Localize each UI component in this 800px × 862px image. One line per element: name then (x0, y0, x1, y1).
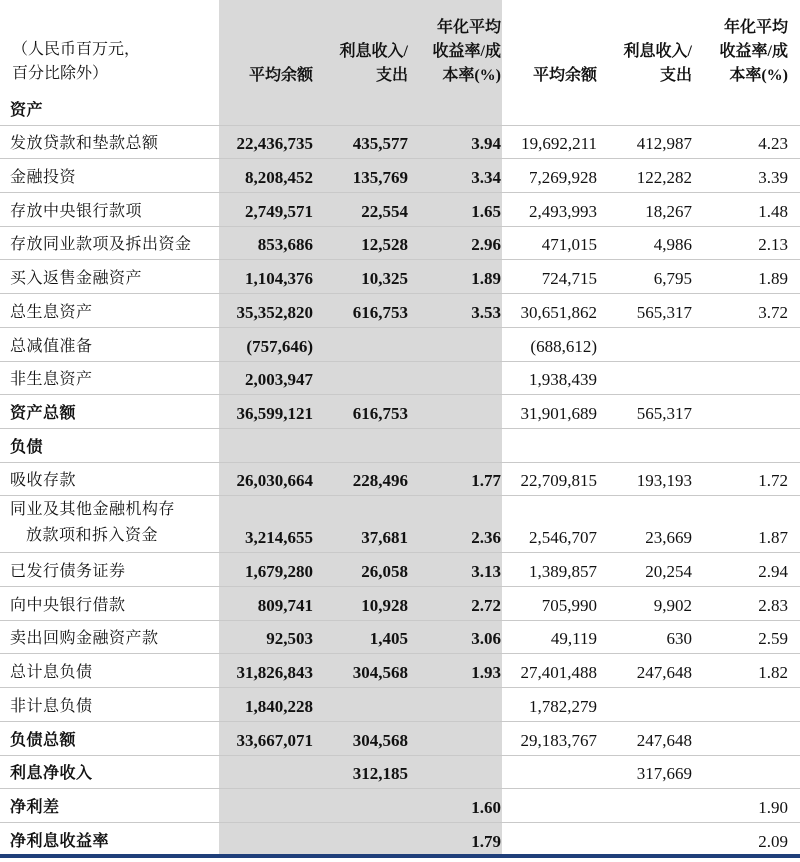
row-label: 利息净收入 (10, 765, 93, 783)
cell-c5: 565,317 (636, 302, 692, 322)
cell-c6: 1.90 (758, 797, 788, 817)
cell-c5: 6,795 (653, 269, 692, 289)
row-label: 吸收存款 (10, 472, 77, 490)
cell-c1: 809,741 (257, 595, 313, 615)
cell-c2: 37,681 (361, 528, 408, 548)
table-row (0, 463, 800, 497)
cell-c1: 92,503 (266, 629, 313, 649)
cell-c4: 2,493,993 (529, 201, 597, 221)
cell-c2: 10,928 (361, 595, 408, 615)
header-cy-interest-line2: 支出 (375, 67, 408, 84)
cell-c4: 29,183,767 (520, 730, 597, 750)
row-label: 负债 (10, 438, 44, 456)
cell-c2: 312,185 (352, 764, 408, 784)
cell-c4: 471,015 (541, 235, 597, 255)
header-cy-interest-line1: 利息收入/ (339, 43, 408, 60)
cell-c6: 1.48 (758, 201, 788, 221)
cell-c4: 1,389,857 (529, 562, 597, 582)
cell-c1: 8,208,452 (245, 168, 313, 188)
cell-c5: 412,987 (636, 134, 692, 154)
row-label: 资产总额 (10, 404, 77, 422)
cell-c6: 3.39 (758, 168, 788, 188)
cell-c5: 23,669 (645, 528, 692, 548)
cell-c4: 1,782,279 (529, 696, 597, 716)
cell-c6: 1.72 (758, 471, 788, 491)
cell-c5: 565,317 (636, 403, 692, 423)
header-cy-interest (340, 40, 408, 88)
cell-c1: 2,003,947 (245, 370, 313, 390)
cell-c6: 2.83 (758, 595, 788, 615)
table-row (0, 756, 800, 790)
row-label: 已发行债务证券 (10, 563, 126, 581)
cell-c5: 4,986 (653, 235, 692, 255)
row-label-line1: 同业及其他金融机构存 (10, 501, 176, 519)
cell-c3: 3.06 (471, 629, 501, 649)
cell-c4: 49,119 (550, 629, 597, 649)
table-row (0, 328, 800, 362)
cell-c1: 26,030,664 (236, 471, 313, 491)
cell-c1: 36,599,121 (236, 403, 313, 423)
table-row (0, 789, 800, 823)
cell-c1: 1,104,376 (245, 269, 313, 289)
table-row (0, 587, 800, 621)
cell-c4: 30,651,862 (520, 302, 597, 322)
cell-c2: 12,528 (361, 235, 408, 255)
cell-c2: 10,325 (361, 269, 408, 289)
header-cy-avg-balance (249, 64, 313, 88)
cell-c5: 122,282 (636, 168, 692, 188)
row-label: 总减值准备 (10, 337, 93, 355)
cell-c2: 616,753 (352, 302, 408, 322)
row-label: 总生息资产 (10, 303, 93, 321)
cell-c6: 1.89 (758, 269, 788, 289)
cell-c3: 2.36 (471, 528, 501, 548)
cell-c2: 22,554 (361, 201, 408, 221)
section-row (0, 92, 800, 126)
cell-c2: 228,496 (352, 471, 408, 491)
cell-c5: 247,648 (636, 663, 692, 683)
header-py-interest-line2: 支出 (659, 67, 692, 84)
cell-c4: 22,709,815 (520, 471, 597, 491)
cell-c3: 3.13 (471, 562, 501, 582)
cell-c4: (688,612) (530, 336, 597, 356)
cell-c6: 2.13 (758, 235, 788, 255)
cell-c3: 3.53 (471, 302, 501, 322)
cell-c3: 3.94 (471, 134, 501, 154)
cell-c1: (757,646) (246, 336, 313, 356)
header-py-interest (624, 40, 692, 88)
row-label-line2: 放款项和拆入资金 (26, 527, 159, 545)
cell-c2: 26,058 (361, 562, 408, 582)
header-py-yield-line2: 收益率/成 (719, 43, 788, 60)
row-label: 净利息收益率 (10, 832, 110, 850)
cell-c1: 1,679,280 (245, 562, 313, 582)
table-row (0, 655, 800, 689)
row-label: 存放同业款项及拆出资金 (10, 236, 192, 254)
cell-c6: 1.87 (758, 528, 788, 548)
table-bottom-rule (0, 854, 800, 858)
row-label: 存放中央银行款项 (10, 202, 143, 220)
cell-c5: 193,193 (636, 471, 692, 491)
table-row (0, 294, 800, 328)
row-label (10, 497, 175, 549)
header-py-interest-line1: 利息收入/ (623, 43, 692, 60)
row-label: 资产 (10, 101, 44, 119)
cell-c6: 1.82 (758, 663, 788, 683)
cell-c3: 1.60 (471, 797, 501, 817)
cell-c5: 317,669 (636, 764, 692, 784)
cell-c2: 304,568 (352, 663, 408, 683)
header-cy-yield-line2: 收益率/成 (432, 43, 501, 60)
cell-c1: 33,667,071 (236, 730, 313, 750)
cell-c5: 247,648 (636, 730, 692, 750)
row-label: 负债总额 (10, 731, 77, 749)
cell-c2: 1,405 (369, 629, 408, 649)
cell-c1: 31,826,843 (236, 663, 313, 683)
row-label: 净利差 (10, 798, 60, 816)
row-label: 总计息负债 (10, 664, 93, 682)
table-row (0, 227, 800, 261)
table-row (0, 261, 800, 295)
cell-c6: 2.09 (758, 831, 788, 851)
cell-c6: 3.72 (758, 302, 788, 322)
cell-c3: 3.34 (471, 168, 501, 188)
header-py-yield (720, 16, 788, 88)
header-cy-yield (433, 16, 501, 88)
header-cy-avg-balance-text: 平均余额 (248, 67, 313, 84)
cell-c5: 630 (666, 629, 692, 649)
table-row (0, 722, 800, 756)
header-note-line2: 百分比除外） (12, 65, 109, 82)
cell-c3: 1.77 (471, 471, 501, 491)
table-row (0, 553, 800, 587)
cell-c3: 2.96 (471, 235, 501, 255)
table-row (0, 395, 800, 429)
header-cy-yield-line3: 本率(%) (442, 67, 501, 84)
cell-c4: 705,990 (541, 595, 597, 615)
cell-c6: 2.59 (758, 629, 788, 649)
cell-c2: 135,769 (352, 168, 408, 188)
section-row (0, 429, 800, 463)
cell-c1: 853,686 (257, 235, 313, 255)
table-row (0, 126, 800, 160)
header-note (12, 38, 140, 86)
header-cy-yield-line1: 年化平均 (436, 19, 501, 36)
table-row (0, 621, 800, 655)
row-label: 非计息负债 (10, 697, 93, 715)
cell-c1: 3,214,655 (245, 528, 313, 548)
row-label: 发放贷款和垫款总额 (10, 135, 159, 153)
cell-c3: 1.93 (471, 663, 501, 683)
cell-c4: 31,901,689 (520, 403, 597, 423)
row-label: 非生息资产 (10, 371, 93, 389)
cell-c1: 1,840,228 (245, 696, 313, 716)
cell-c3: 1.79 (471, 831, 501, 851)
cell-c2: 616,753 (352, 403, 408, 423)
cell-c2: 435,577 (352, 134, 408, 154)
cell-c1: 22,436,735 (236, 134, 313, 154)
cell-c5: 9,902 (653, 595, 692, 615)
cell-c3: 1.65 (471, 201, 501, 221)
header-py-yield-line3: 本率(%) (729, 67, 788, 84)
cell-c4: 19,692,211 (521, 134, 597, 154)
cell-c4: 27,401,488 (520, 663, 597, 683)
table-header (0, 0, 800, 92)
row-label: 买入返售金融资产 (10, 270, 143, 288)
cell-c1: 35,352,820 (236, 302, 313, 322)
table-row (0, 159, 800, 193)
table-row (0, 823, 800, 857)
cell-c4: 7,269,928 (529, 168, 597, 188)
table-row (0, 688, 800, 722)
row-label: 向中央银行借款 (10, 596, 126, 614)
cell-c5: 20,254 (645, 562, 692, 582)
cell-c6: 2.94 (758, 562, 788, 582)
header-py-avg-balance-text: 平均余额 (532, 67, 597, 84)
header-note-line1: （人民币百万元， (12, 41, 141, 58)
cell-c2: 304,568 (352, 730, 408, 750)
cell-c1: 2,749,571 (245, 201, 313, 221)
cell-c4: 724,715 (541, 269, 597, 289)
cell-c3: 1.89 (471, 269, 501, 289)
header-py-avg-balance (533, 64, 597, 88)
row-label: 卖出回购金融资产款 (10, 630, 159, 648)
cell-c5: 18,267 (645, 201, 692, 221)
cell-c4: 1,938,439 (529, 370, 597, 390)
header-py-yield-line1: 年化平均 (723, 19, 788, 36)
cell-c3: 2.72 (471, 595, 501, 615)
cell-c6: 4.23 (758, 134, 788, 154)
cell-c4: 2,546,707 (529, 528, 597, 548)
table-row (0, 193, 800, 227)
row-label: 金融投资 (10, 169, 77, 187)
table-row (0, 362, 800, 396)
table-row (0, 496, 800, 553)
